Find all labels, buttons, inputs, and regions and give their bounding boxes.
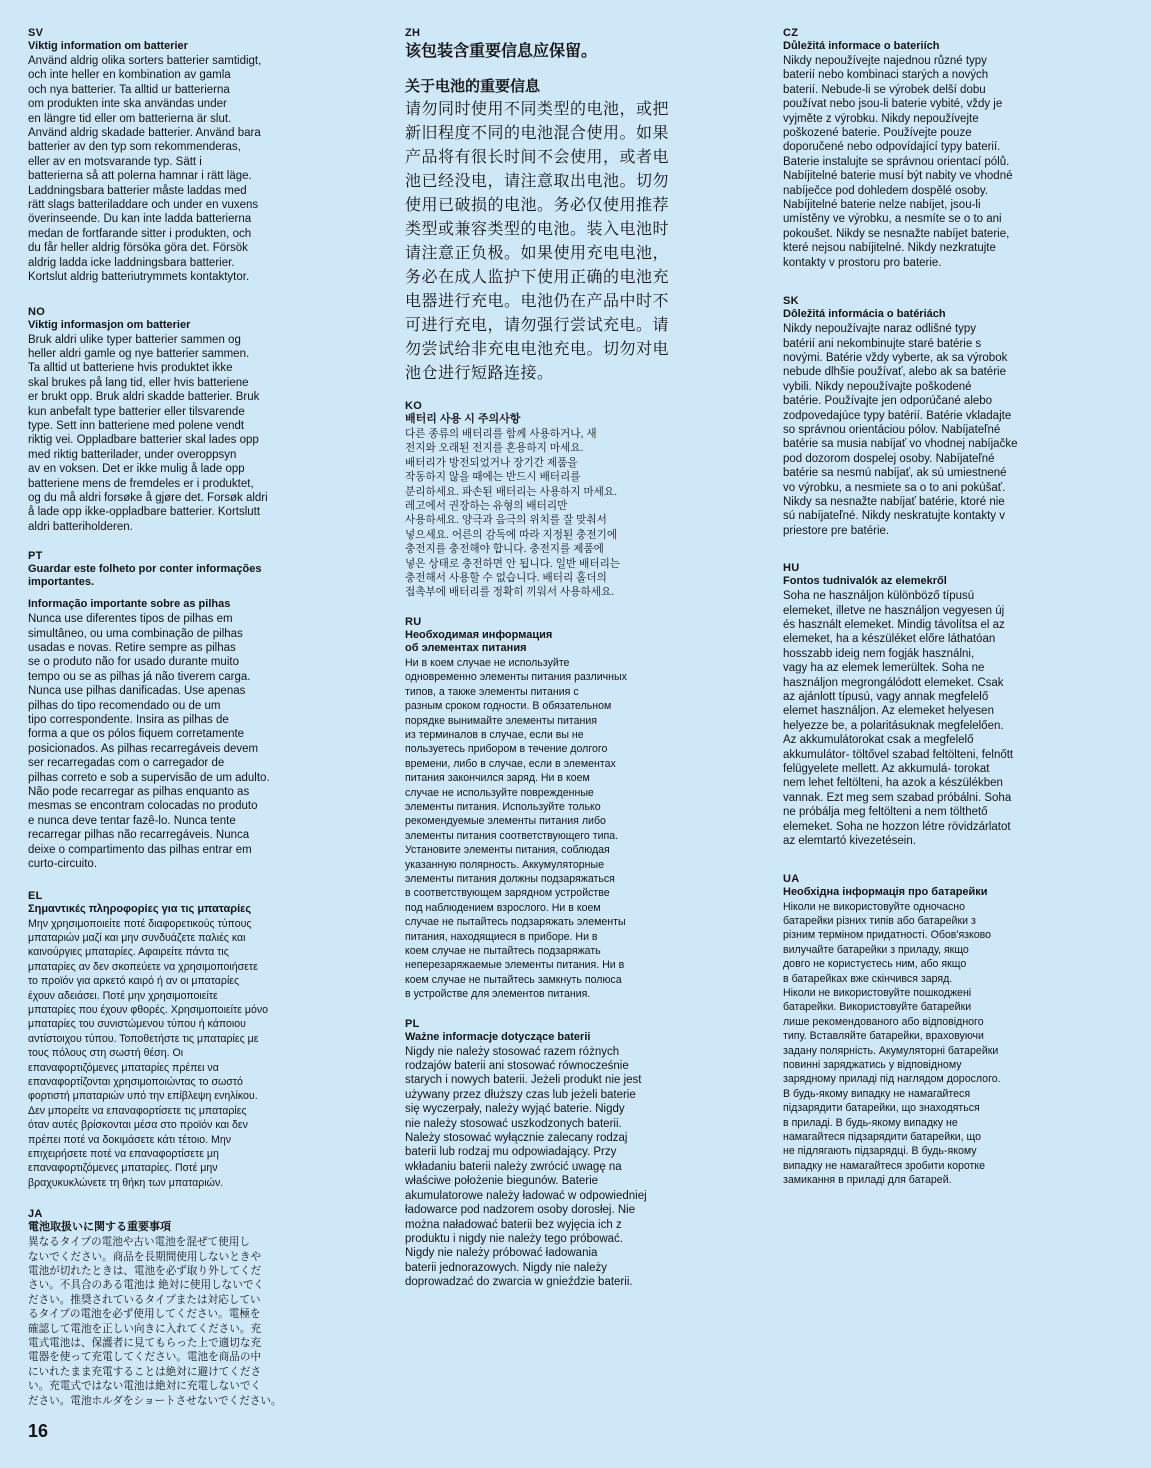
section-zh (405, 27, 680, 386)
page-number: 16 (28, 1421, 49, 1441)
section-subheading: Informação importante sobre as pilhas (28, 598, 231, 611)
section-ja (28, 1208, 298, 1408)
language-code: HU (783, 562, 800, 575)
section-el (28, 890, 298, 1191)
section-subheading: 关于电池的重要信息 (405, 78, 541, 95)
language-code: RU (405, 615, 422, 628)
section-ko (405, 400, 680, 600)
section-heading: Důležitá informace o bateriích (783, 40, 940, 52)
section-heading: Viktig informasjon om batterier (28, 318, 191, 331)
language-code: ZH (405, 27, 421, 39)
section-pl (405, 1018, 680, 1290)
section-heading: Viktig information om batterier (28, 40, 188, 52)
section-sk (783, 295, 1058, 538)
section-body: 다른 종류의 배터리를 함께 사용하거나, 새 전지와 오래된 전지를 혼용하지 마세요. 배터리가 방전되었거나 장기간 제품을 작동하지 않을 때에는 반드시 배터리를 분리하세요. 파손된 배터리는 사용하지 마세요. 레고에서 권장하는 유형의 배터리만 사용하세요. 양극과 음극의 위치를 잘 맞춰서 넣으세요. 어른의 감독에 따라 지정된 충전기에 충전지를 충전해야 합니다. 충전지를 제품에 넣은 상태로 충전하면 안 됩니다. 일반 배터리는 충전해서 사용할 수 없습니다. 배터리 홀더의 접촉부에 배터리를 정확히 끼워서 사용하세요. (405, 428, 621, 599)
language-code: PL (405, 1017, 420, 1030)
column-right (783, 27, 1058, 1188)
section-ua (783, 873, 1058, 1188)
section-heading: Dôležitá informácia o batériách (783, 308, 946, 321)
language-code: CZ (783, 27, 799, 39)
section-heading: Σημαντικές πληροφορίες για τις μπαταρίες (28, 902, 252, 915)
section-heading: 该包装含重要信息应保留。 (405, 43, 598, 60)
section-body: Nikdy nepoužívajte naraz odlišné typy batérií ani nekombinujte staré batérie s novými. Batérie vždy vyberte, ak sa výrobok nebude dlhšie používať, alebo ak sa batérie vybili. Nikdy nepoužívajte poškodené batérie. Používajte jen odporúčané alebo zodpovedajúce typy batérií. Batérie vkladajte so správnou orientáciou pólov. Nabíjateľné batérie sa musia nabíjať vo vhodnej nabíjačke pod dozorom dospelej osoby. Nabíjateľné batérie sa nesmú nabíjať, ak sú umiestnené vo výrobku, a nesmiete sa o to ani pokúšať. Nikdy sa nesnažte nabíjať batérie, ktoré nie sú nabíjateľné. Nikdy neskratujte kontakty v priestore pre batérie. (783, 323, 1018, 537)
section-hu (783, 562, 1058, 848)
column-middle (405, 27, 680, 1290)
language-code: SV (28, 27, 44, 39)
language-code: PT (28, 550, 43, 563)
section-body: 異なるタイプの電池や古い電池を混ぜて使用し ないでください。商品を長期間使用しないときや 電池が切れたときは、電池を必ず取り外してくだ さい。不具合のある電池は 絶対に使用しないでく ださい。推奨されているタイプまたは対応してい るタイプの電池を必ず使用してください。電極を 確認して電池を正しい向きに入れてください。充 電式電池は、保護者に見てもらった上で適切な充 電器を使って充電してください。電池を商品の中 にいれたまま充電することは絶対に避けてくださ い。充電式ではない電池は絶対に充電しないでく ださい。電池ホルダをショートさせないでください。 (28, 1236, 282, 1407)
section-cz (783, 27, 1058, 270)
section-pt (28, 550, 298, 871)
section-body: Använd aldrig olika sorters batterier samtidigt, och inte heller en kombination av gamla och nya batterier. Ta alltid ur batterierna om produkten inte ska användas under en längre tid eller om batterierna är slut. Använd aldrig skadade batterier. Använd bara batterier av den typ som rekommenderas, eller av en motsvarande typ. Sätt i batterierna så att polerna hamnar i rätt läge. Laddningsbara batterier måste laddas med rätt slags batteriladdare och under en vuxens överinseende. Du kan inte ladda batterierna medan de fortfarande sitter i produkten, och du får heller aldrig försöka göra det. Försök aldrig ladda icke laddningsbara batterier. Kortslut aldrig batteriutrymmets kontaktytor. (28, 55, 262, 284)
section-body: 请勿同时使用不同类型的电池，或把 新旧程度不同的电池混合使用。如果 产品将有很长时间不会使用，或者电 池已经没电，请注意取出电池。切勿 使用已破损的电池。务必仅使用推荐 类型或兼容类型的电池。装入电池时 请注意正负极。如果使用充电电池， 务必在成人监护下使用正确的电池充 电器进行充电。电池仍在产品中时不 可进行充电，请勿强行尝试充电。请 勿尝试给非充电电池充电。切勿对电 池仓进行短路连接。 (405, 101, 670, 382)
language-code: KO (405, 400, 423, 412)
section-heading: Fontos tudnivalók az elemekről (783, 575, 947, 588)
section-heading: Guardar este folheto por conter informações importantes. (28, 563, 262, 589)
section-body: Nigdy nie należy stosować razem różnych rodzajów baterii ani stosować równocześnie starych i nowych baterii. Jeżeli produkt nie jest używany przez dłuższy czas lub jeżeli baterie się wyczerpały, należy wyjąć baterie. Nigdy nie należy stosować uszkodzonych baterii. Należy stosować wyłącznie zalecany rodzaj baterii lub rodzaj mu odpowiadający. Przy wkładaniu baterii należy zwrócić uwagę na właściwe położenie biegunów. Baterie akumulatorowe należy ładować w odpowiedniej ładowarce pod nadzorem osoby dorosłej. Nie można naładować baterii bez wyjęcia ich z produktu i nigdy nie należy tego próbować. Nigdy nie należy próbować ładowania baterii jednorazowych. Nigdy nie należy doprowadzać do zwarcia w gnieździe baterii. (405, 1045, 647, 1289)
section-body: Ни в коем случае не используйте одновременно элементы питания различных типов, а также элементы питания с разным сроком годности. В обязательном порядке вынимайте элементы питания из терминалов в случае, если вы не пользуетесь прибором в течение долгого времени, либо в случае, если в элементах питания закончился заряд. Ни в коем случае не используйте поврежденные элементы питания. Используйте только рекомендуемые элементы питания либо элементы питания соответствующего типа. Установите элементы питания, соблюдая указанную полярность. Аккумуляторные элементы питания должны подзаряжаться в соответствующем зарядном устройстве под наблюдением взрослого. Ни в коем случае не пытайтесь подзаряжать элементы питания, находящиеся в приборе. Ни в коем случае не пытайтесь подзаряжать неперезаряжаемые элементы питания. Ни в коем случае не пытайтесь замкнуть полюса в устройстве для элементов питания. (405, 656, 627, 1001)
section-body: Nikdy nepoužívejte najednou různé typy baterií nebo kombinaci starých a nových baterií. Nebude-li se výrobek delší dobu používat nebo jsou-li baterie vybité, vždy je vyjměte z výrobku. Nikdy nepoužívejte poškozené baterie. Používejte pouze doporučené nebo odpovídající typy baterií. Baterie instalujte se správnou orientací pólů. Nabíjitelné baterie musí být nabity ve vhodné nabíječce pod dohledem dospělé osoby. Nabíjitelné baterie nelze nabíjet, jsou-li umístěny ve výrobku, a nesmíte se o to ani pokoušet. Nikdy se nesnažte nabíjet baterie, které nejsou nabíjitelné. Nikdy nezkratujte kontakty v prostoru pro baterie. (783, 55, 1013, 269)
section-ru (405, 616, 680, 1002)
section-heading: Необхідна інформація про батарейки (783, 885, 988, 898)
language-code: UA (783, 872, 800, 885)
language-code: JA (28, 1208, 43, 1221)
section-body: Μην χρησιμοποιείτε ποτέ διαφορετικούς τύπους μπαταριών μαζί και μην συνδυάζετε παλιές και καινούργιες μπαταρίες. Αφαιρείτε πάντα τις μπαταρίες αν δεν σκοπεύετε να χρησιμοποιήσετε το προϊόν για αρκετό καιρό ή αν οι μπαταρίες έχουν αδειάσει. Ποτέ μην χρησιμοποιείτε μπαταρίες που έχουν φθορές. Χρησιμοποιείτε μόνο μπαταρίες του συνιστώμενου τύπου ή κάποιου αντίστοιχου τύπου. Τοποθετήστε τις μπαταρίες με τους πόλους στη σωστή θέση. Οι επαναφορτιζόμενες μπαταρίες πρέπει να επαναφορτίζονται χρησιμοποιώντας το σωστό φορτιστή μπαταριών υπό την επίβλεψη ενηλίκου. Δεν μπορείτε να επαναφορτίσετε τις μπαταρίες όταν αυτές βρίσκονται μέσα στο προϊόν και δεν πρέπει ποτέ να δοκιμάσετε κάτι τέτοιο. Μην επιχειρήσετε ποτέ να επαναφορτίσετε μη επαναφορτιζόμενες μπαταρίες. Ποτέ μην βραχυκυκλώνετε τη θήκη των μπαταριών. (28, 917, 269, 1189)
section-no (28, 306, 298, 535)
language-code: SK (783, 295, 799, 308)
language-code: EL (28, 889, 43, 902)
section-body: Ніколи не використовуйте одночасно батарейки різних типів або батарейки з різним терміном придатності. Обов'язково вилучайте батарейки з приладу, якщо довго не користуєтесь ним, або якщо в батарейках вже скінчився заряд. Ніколи не використовуйте пошкоджені батарейки. Використовуйте батарейки лише рекомендованого або відповідного типу. Вставляйте батарейки, враховуючи задану полярність. Акумуляторні батарейки повинні заряджатись у відповідному зарядному приладі під наглядом дорослого. В будь-якому випадку не намагайтеся підзарядити батарейки, що знаходяться в приладі. В будь-якому випадку не намагайтеся підзарядити батарейки, що не підлягають підзарядці. В будь-якому випадку не намагайтеся зробити коротке замикання в приладі для батарей. (783, 900, 1001, 1187)
section-body: Soha ne használjon különböző típusú elemeket, illetve ne használjon vegyesen új és használt elemeket. Mindig távolítsa el az elemeket, ha a készüléket előre láthatóan hosszabb ideig nem fogják használni, vagy ha az elemek lemerültek. Soha ne használjon megrongálódott elemeket. Csak az ajánlott típusú, vagy annak megfelelő elemet használjon. Az elemeket helyesen helyezze be, a polaritásuknak megfelelően. Az akkumulátorokat csak a megfelelő akkumulátor- töltővel szabad feltölteni, felnőtt felügyelete mellett. Az akkumulá- torokat nem lehet feltölteni, ha azok a készülékben vannak. Ezt meg sem szabad próbálni. Soha ne próbálja meg feltölteni a nem tölthető elemeket. Soha ne hozzon létre rövidzárlatot az elemtartó kivezetésein. (783, 590, 1014, 848)
section-heading: Необходимая информация об элементах питания (405, 628, 553, 654)
section-body: Nunca use diferentes tipos de pilhas em simultâneo, ou uma combinação de pilhas usadas e novas. Retire sempre as pilhas se o produto não for usado durante muito tempo ou se as pilhas já não tiverem carga. Nunca use pilhas danificadas. Use apenas pilhas do tipo recomendado ou de um tipo correspondente. Insira as pilhas de forma a que os pólos fiquem corretamente posicionados. As pilhas recarregáveis devem ser recarregadas com o carregador de pilhas correto e sob a supervisão de um adulto. Não pode recarregar as pilhas enquanto as mesmas se encontram colocadas no produto e nunca deve tentar fazê-lo. Nunca tente recarregar pilhas não recarregáveis. Nunca deixe o compartimento das pilhas entrar em curto-circuito. (28, 613, 270, 871)
language-code: NO (28, 305, 46, 318)
column-left (28, 27, 298, 1408)
section-body: Bruk aldri ulike typer batterier sammen og heller aldri gamle og nye batterier sammen. Ta alltid ut batteriene hvis produktet ikke skal brukes på lang tid, eller hvis batteriene er brukt opp. Bruk aldri skadde batterier. Bruk kun anbefalt type batterier eller tilsvarende type. Sett inn batteriene med polene vendt riktig vei. Oppladbare batterier skal lades opp med riktig batterilader, under overoppsyn av en voksen. Det er ikke mulig å lade opp batteriene mens de fremdeles er i produktet, og du må aldri forsøke å gjøre det. Forsøk aldri å lade opp ikke-oppladbare batterier. Kortslutt aldri batteriholderen. (28, 333, 268, 533)
section-heading: 電池取扱いに関する重要事項 (28, 1221, 171, 1234)
section-sv (28, 27, 298, 285)
section-heading: 배터리 사용 시 주의사항 (405, 413, 521, 425)
section-heading: Ważne informacje dotyczące baterii (405, 1030, 591, 1043)
